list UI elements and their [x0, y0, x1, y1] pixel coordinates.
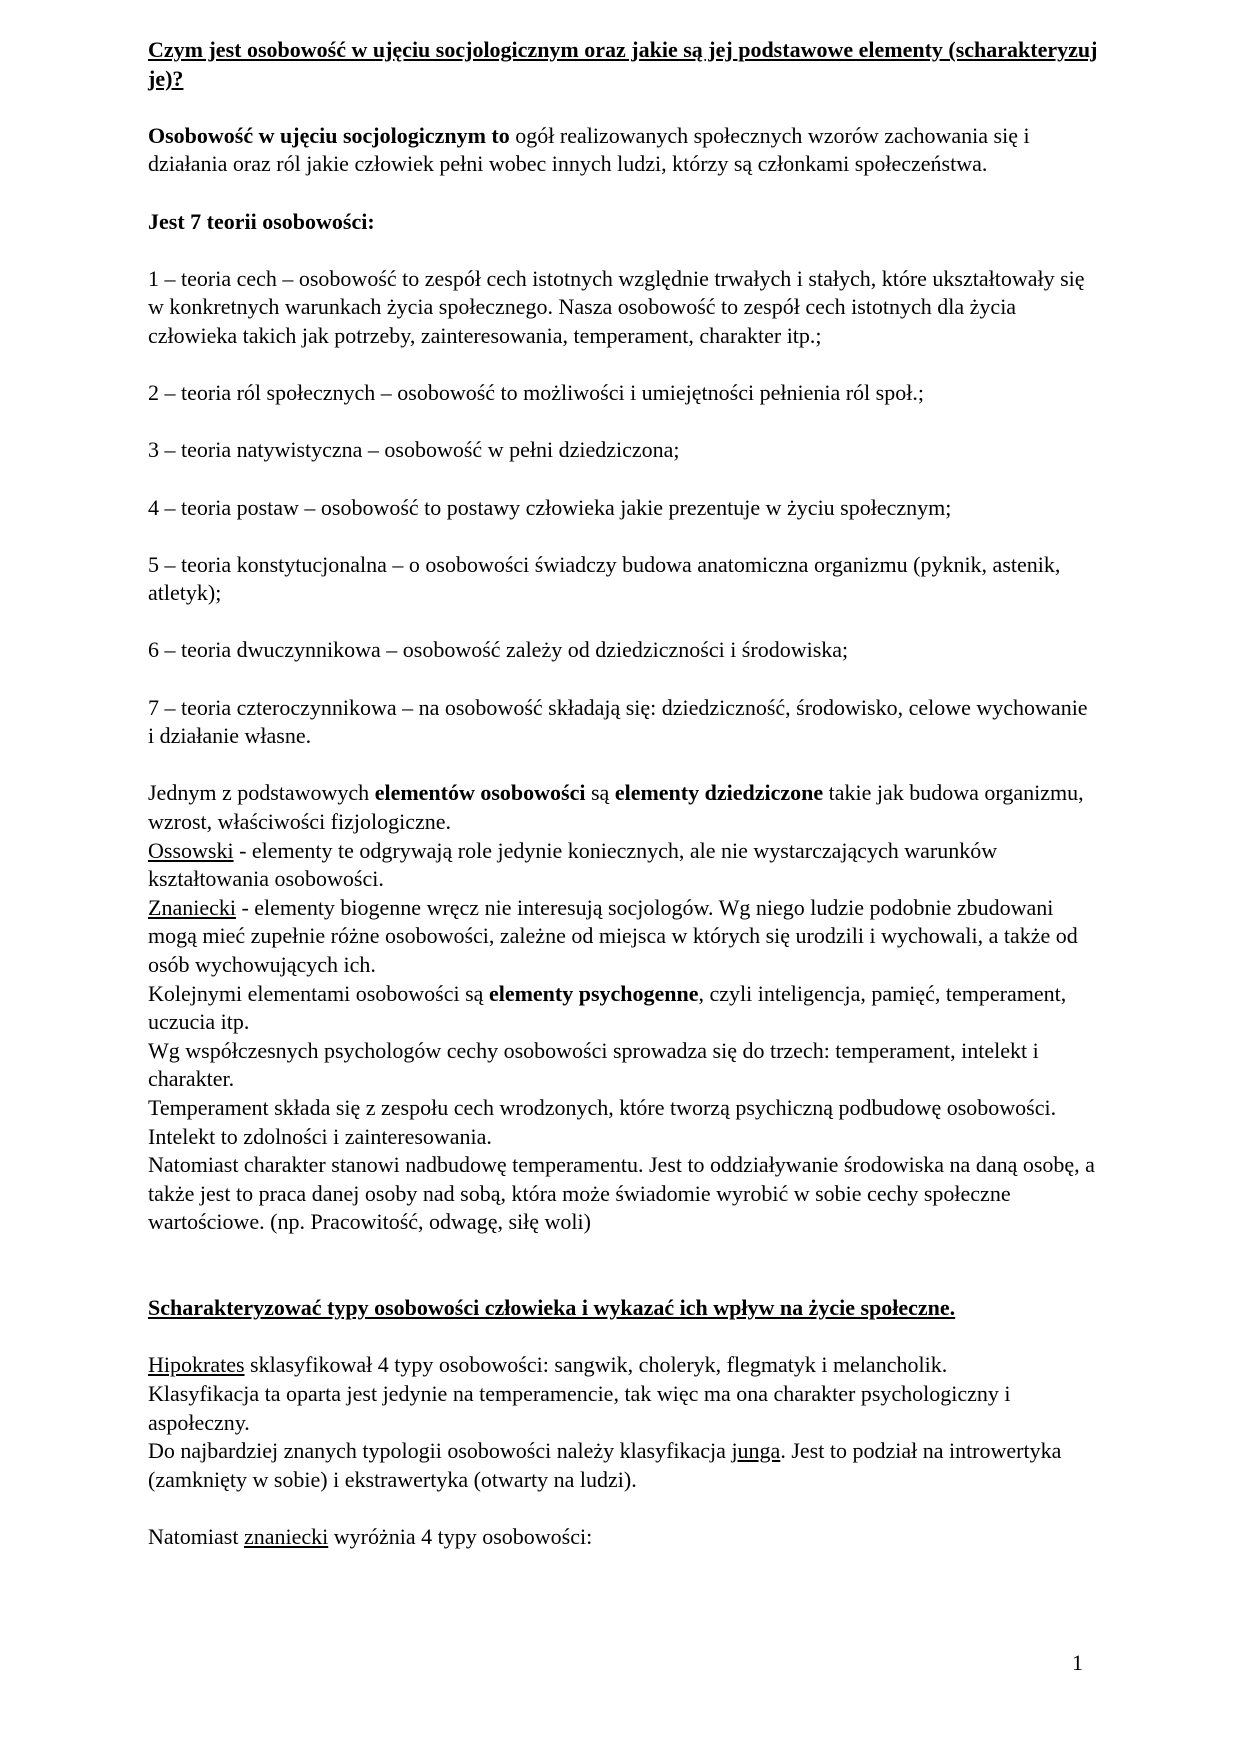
author-name: Hipokrates	[148, 1352, 245, 1378]
text-run: są	[585, 780, 615, 806]
spacer	[148, 179, 1098, 208]
spacer	[148, 751, 1098, 780]
text-run: , czyli inteligencja, pamięć, temperament, uczucia itp.	[148, 980, 1067, 1035]
text-run: sklasyfikował 4 typy osobowości: sangwik, choleryk, flegmatyk i melancholik.	[244, 1352, 948, 1378]
psychogenic-paragraph	[148, 980, 1098, 1037]
spacer	[148, 351, 1098, 380]
theory-item: 6 – teoria dwuczynnikowa – osobowość zależy od dziedziczności i środowiska;	[148, 637, 849, 663]
author-name: Znaniecki	[148, 894, 236, 920]
text-run: Jednym z podstawowych	[148, 780, 375, 806]
ossowski-paragraph	[148, 837, 1098, 894]
page-number: 1	[1072, 1650, 1083, 1675]
spacer	[148, 1237, 1098, 1266]
temperament-paragraph: Temperament składa się z zespołu cech wrodzonych, które tworzą psychiczną podbudowę osobowości.	[148, 1094, 1057, 1120]
theory-item: 4 – teoria postaw – osobowość to postawy człowieka jakie prezentuje w życiu społecznym;	[148, 494, 952, 520]
text-run: - elementy biogenne wręcz nie interesują socjologów. Wg niego ludzie podobnie zbudowani mogą mieć zupełnie różne osobowości, zależne od miejsca w których się urodzili i wychowali, a także od osób wychowujących ich.	[148, 894, 1078, 977]
spacer	[148, 608, 1098, 637]
elements-paragraph	[148, 779, 1098, 836]
traits-paragraph: Wg współczesnych psychologów cechy osobowości sprowadza się do trzech: temperament, intelekt i charakter.	[148, 1037, 1039, 1092]
classification-paragraph: Klasyfikacja ta oparta jest jedynie na temperamencie, tak więc ma ona charakter psychologiczny i aspołeczny.	[148, 1380, 1011, 1435]
character-paragraph: Natomiast charakter stanowi nadbudowę temperamentu. Jest to oddziaływanie środowiska na daną osobę, a także jest to praca danej osoby nad sobą, która może świadomie wyrobić w sobie cechy społeczne wartościowe. (np. Pracowitość, odwagę, siłę woli)	[148, 1152, 1095, 1235]
jung-paragraph	[148, 1437, 1098, 1494]
text-run: Kolejnymi elementami osobowości są	[148, 980, 489, 1006]
spacer	[148, 1266, 1098, 1295]
znaniecki-paragraph	[148, 894, 1098, 980]
spacer	[148, 1494, 1098, 1523]
spacer	[148, 408, 1098, 437]
theory-item: 7 – teoria czteroczynnikowa – na osobowość składają się: dziedziczność, środowisko, celowe wychowanie i działanie własne.	[148, 694, 1088, 749]
text-run: wyróżnia 4 typy osobowości:	[328, 1523, 593, 1549]
author-name: znaniecki	[243, 1523, 329, 1549]
spacer	[148, 522, 1098, 551]
definition-text: ogół realizowanych społecznych wzorów zachowania się i działania oraz ról jakie człowiek pełni wobec innych ludzi, którzy są członkami społeczeństwa.	[148, 122, 1030, 177]
theory-item: 5 – teoria konstytucjonalna – o osobowości świadczy budowa anatomiczna organizmu (pyknik, astenik, atletyk);	[148, 551, 1061, 606]
spacer	[148, 93, 1098, 122]
theory-item: 2 – teoria ról społecznych – osobowość to możliwości i umiejętności pełnienia ról społ.;	[148, 380, 924, 406]
hipokrates-paragraph	[148, 1351, 1098, 1380]
inherited-elements-term: elementy dziedziczone	[614, 780, 824, 806]
spacer	[148, 465, 1098, 494]
text-run: Natomiast	[148, 1523, 244, 1549]
theories-heading: Jest 7 teorii osobowości:	[148, 208, 375, 234]
psychogenic-term: elementy psychogenne	[488, 980, 699, 1006]
spacer	[148, 665, 1098, 694]
znaniecki-types-paragraph	[148, 1523, 1098, 1552]
text-run: takie jak budowa organizmu, wzrost, właściwości fizjologiczne.	[148, 780, 1084, 835]
spacer	[148, 236, 1098, 265]
author-name: Ossowski	[148, 837, 234, 863]
theory-item: 1 – teoria cech – osobowość to zespół cech istotnych względnie trwałych i stałych, które ukształtowały się w konkretnych warunkach życia społecznego. Nasza osobowość to zespół cech istotnych dla życia człowieka takich jak potrzeby, zainteresowania, temperament, charakter itp.;	[148, 265, 1085, 348]
intellect-paragraph: Intelekt to zdolności i zainteresowania.	[148, 1123, 492, 1149]
text-run: Do najbardziej znanych typologii osobowości należy klasyfikacja	[148, 1438, 732, 1464]
definition-paragraph	[148, 122, 1098, 179]
section-heading-1: Czym jest osobowość w ujęciu socjologicznym oraz jakie są jej podstawowe elementy (scharakteryzuj je)?	[148, 37, 1098, 91]
author-name: junga	[731, 1438, 781, 1464]
document-page	[148, 36, 1098, 1551]
elements-term: elementów osobowości	[374, 780, 586, 806]
spacer	[148, 1323, 1098, 1352]
theory-item: 3 – teoria natywistyczna – osobowość w pełni dziedziczona;	[148, 437, 680, 463]
text-run: . Jest to podział na introwertyka (zamknięty w sobie) i ekstrawertyka (otwarty na ludzi).	[148, 1438, 1062, 1492]
section-heading-2: Scharakteryzować typy osobowości człowieka i wykazać ich wpływ na życie społeczne.	[148, 1295, 956, 1321]
text-run: - elementy te odgrywają role jedynie koniecznych, ale nie wystarczających warunków kształtowania osobowości.	[148, 837, 998, 892]
definition-term: Osobowość w ujęciu socjologicznym to	[148, 122, 510, 148]
